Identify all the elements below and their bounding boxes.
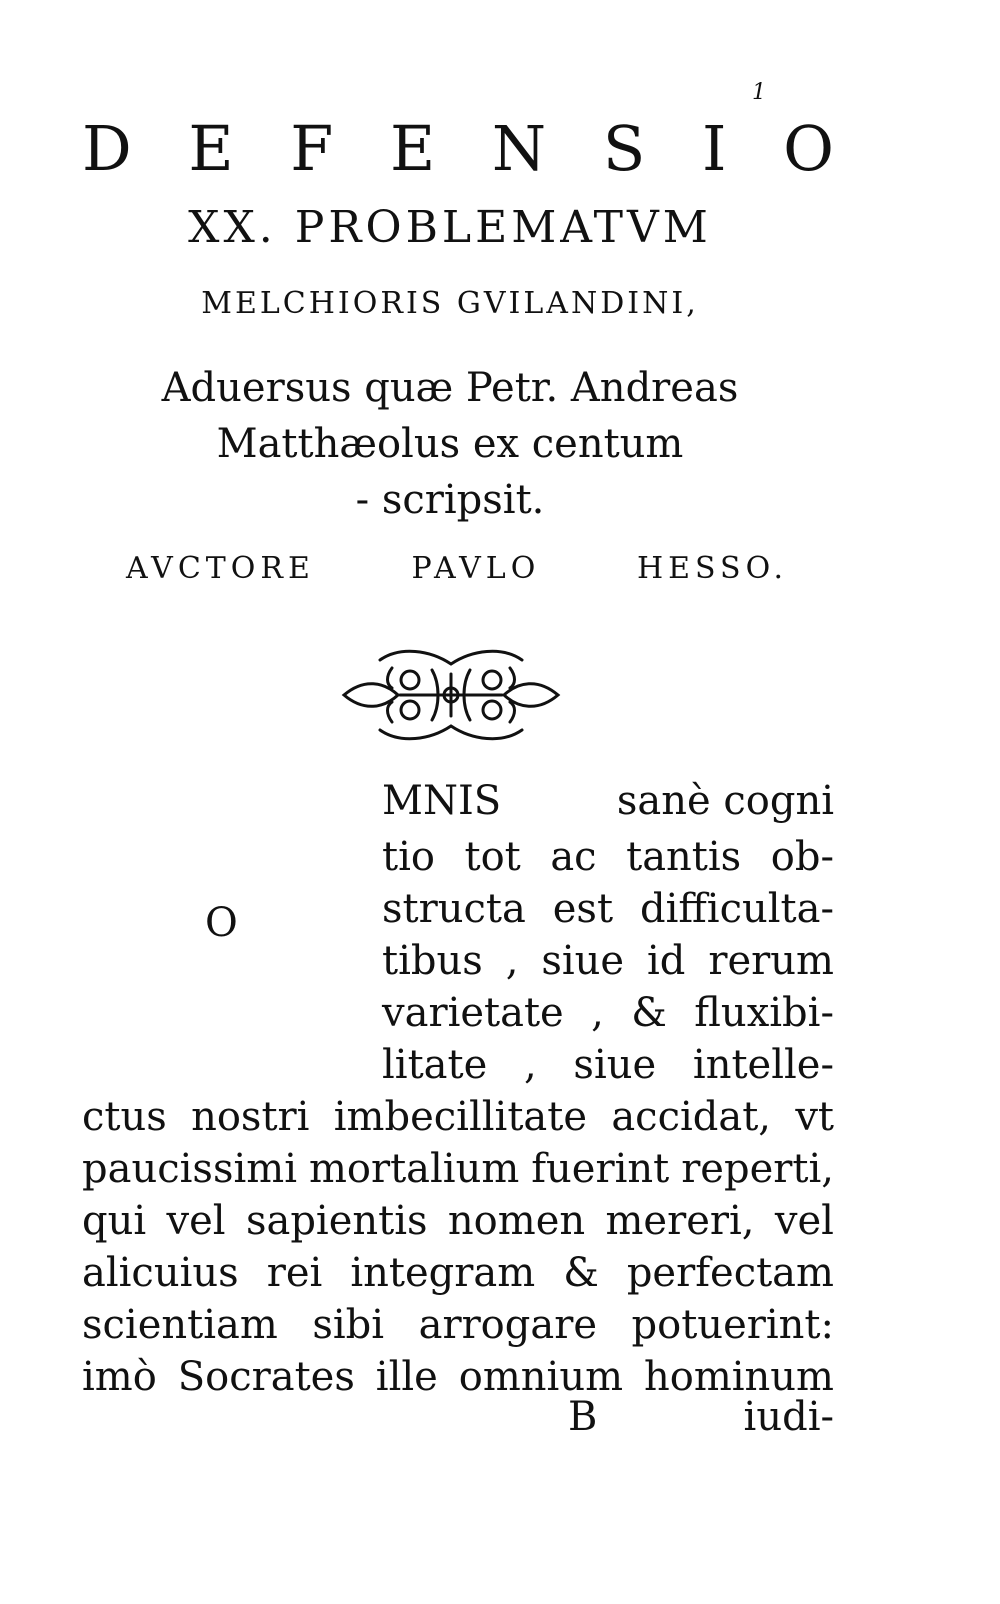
text-line [82, 1296, 834, 1354]
printers-ornament-icon [340, 640, 562, 750]
author-line [126, 548, 788, 588]
word: nomen [447, 1198, 586, 1244]
word: Socrates [177, 1354, 355, 1400]
gathering-signature: B [568, 1394, 598, 1440]
word: ille [375, 1354, 438, 1400]
word: tibus [382, 938, 483, 984]
word: hominum [643, 1354, 834, 1400]
word: structa [382, 886, 526, 932]
word: fuerint [531, 1146, 670, 1192]
word: & [563, 1250, 599, 1296]
word: siue [573, 1042, 657, 1088]
word: id [647, 938, 686, 984]
description-line: Aduersus quæ Petr. Andreas [161, 365, 739, 411]
word: ac [550, 834, 597, 880]
word: vel [774, 1198, 834, 1244]
title-letter: F [290, 111, 334, 185]
word: vel [166, 1198, 226, 1244]
word: ctus [82, 1094, 167, 1140]
title-letter: N [491, 111, 547, 185]
author-word: PAVLO [411, 550, 541, 586]
text-line [382, 1036, 834, 1094]
text-line [382, 772, 834, 830]
word: sibi [312, 1302, 385, 1348]
word: omnium [458, 1354, 624, 1400]
word: , [591, 990, 604, 1036]
text-line [82, 1140, 834, 1198]
author-word: AVCTORE [126, 550, 315, 586]
text-line [82, 1192, 834, 1250]
word: ob- [770, 834, 834, 880]
title-letter: E [188, 111, 234, 185]
subtitle-problematum: XX. PROBLEMATVM [188, 202, 712, 253]
title-letter: S [602, 111, 646, 185]
word: siue [541, 938, 625, 984]
title-letter: D [82, 111, 132, 185]
text-line [82, 1088, 834, 1146]
word: & [631, 990, 667, 1036]
signature-line [82, 1388, 834, 1446]
title-letter: E [389, 111, 436, 185]
text-line [382, 880, 834, 938]
catchword: iudi- [743, 1394, 834, 1440]
description-line: Matthæolus ex centum [216, 421, 684, 467]
word: potuerint: [631, 1302, 834, 1348]
word: varietate [382, 990, 564, 1036]
word: , [523, 1042, 537, 1088]
title-letter: O [783, 111, 834, 185]
word: nostri [191, 1094, 310, 1140]
text-line [382, 828, 834, 886]
title-description [0, 360, 900, 528]
word: alicuius [82, 1250, 239, 1296]
description-line: - scripsit. [355, 477, 545, 523]
word: accidat, [611, 1094, 771, 1140]
word: tio [382, 834, 435, 880]
word: , [505, 938, 519, 984]
word: paucissimi [82, 1146, 297, 1192]
word: tot [464, 834, 521, 880]
text-line [82, 1244, 834, 1302]
text-line [382, 984, 834, 1042]
word: perfectam [626, 1250, 834, 1296]
word: rei [266, 1250, 323, 1296]
word: MNIS [382, 778, 502, 824]
title-defensio [82, 108, 834, 188]
word: imò [82, 1354, 157, 1400]
word: difficulta- [639, 886, 834, 932]
word: scientiam [82, 1302, 278, 1348]
word: mereri, [605, 1198, 755, 1244]
word: qui [82, 1198, 147, 1244]
word: sanè cogni [616, 778, 834, 824]
word: sapientis [245, 1198, 428, 1244]
word: reperti, [681, 1146, 834, 1192]
word: tantis [626, 834, 742, 880]
subtitle-author-guilandini: MELCHIORIS GVILANDINI, [201, 286, 699, 321]
word: imbecillitate [333, 1094, 587, 1140]
word: vt [795, 1094, 834, 1140]
title-letter: I [701, 111, 727, 185]
word: intelle- [692, 1042, 834, 1088]
page-number: 1 [752, 80, 766, 105]
word: fluxibi- [694, 990, 834, 1036]
word: litate [382, 1042, 488, 1088]
text-line [382, 932, 834, 990]
word: arrogare [418, 1302, 598, 1348]
drop-initial: O [205, 900, 238, 946]
word: est [552, 886, 614, 932]
word: integram [350, 1250, 536, 1296]
word: mortalium [308, 1146, 520, 1192]
author-word: HESSO. [636, 550, 788, 586]
word: rerum [708, 938, 834, 984]
